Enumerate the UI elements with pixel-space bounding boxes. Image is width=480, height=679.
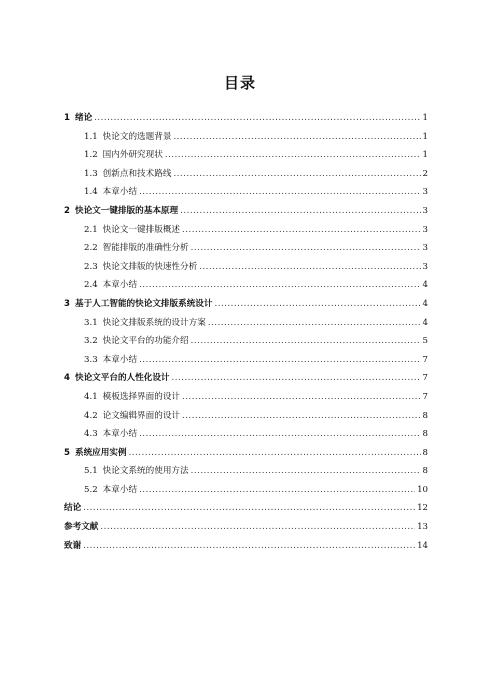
toc-page-number: 7 xyxy=(422,391,428,402)
toc-entry-number: 5 xyxy=(64,447,70,458)
toc-dot-leader xyxy=(182,388,421,407)
toc-section-entry[interactable] xyxy=(64,128,428,147)
toc-section-entry[interactable] xyxy=(64,314,428,333)
toc-page-number: 3 xyxy=(422,224,428,235)
toc-section-entry[interactable] xyxy=(64,165,428,184)
toc-page-number: 5 xyxy=(422,336,428,347)
toc-chapter-entry[interactable] xyxy=(64,109,428,128)
toc-page-number: 1 xyxy=(422,150,428,161)
toc-dot-leader xyxy=(215,295,421,314)
toc-entry-number: 2.3 xyxy=(84,261,98,272)
toc-chapter-entry[interactable] xyxy=(64,537,428,556)
toc-entry-number: 3.1 xyxy=(84,317,98,328)
toc-chapter-entry[interactable] xyxy=(64,499,428,518)
toc-entry-number: 3.2 xyxy=(84,336,98,347)
toc-page-number: 3 xyxy=(422,261,428,272)
toc-section-entry[interactable] xyxy=(64,332,428,351)
toc-section-entry[interactable] xyxy=(64,388,428,407)
toc-page-number: 8 xyxy=(422,410,428,421)
toc-chapter-entry[interactable] xyxy=(64,518,428,537)
toc-entry-label: 国内外研究现状 xyxy=(102,150,163,161)
toc-page-number: 1 xyxy=(422,113,428,123)
toc-entry-label: 快论文平台的功能介绍 xyxy=(102,336,189,347)
toc-dot-leader xyxy=(129,444,421,463)
toc-dot-leader xyxy=(94,109,420,128)
toc-entry-label: 基于人工智能的快论文排版系统设计 xyxy=(74,298,213,309)
toc-page-number: 8 xyxy=(422,447,428,458)
toc-entry-number: 4.1 xyxy=(84,391,98,402)
toc-page-number: 1 xyxy=(422,131,428,142)
toc-section-entry[interactable] xyxy=(64,462,428,481)
toc-dot-leader xyxy=(191,462,421,481)
toc-dot-leader xyxy=(191,332,421,351)
toc-page-number: 4 xyxy=(422,317,428,328)
toc-entry-number: 5.1 xyxy=(84,466,98,477)
toc-chapter-entry[interactable] xyxy=(64,202,428,221)
toc-entry-number: 3.3 xyxy=(84,354,98,365)
toc-dot-leader xyxy=(139,351,420,370)
toc-page-number: 8 xyxy=(422,466,428,477)
toc-dot-leader xyxy=(139,481,415,500)
toc-entry-label: 致谢 xyxy=(64,540,82,551)
toc-page-number: 8 xyxy=(422,429,428,440)
toc-dot-leader xyxy=(83,499,415,518)
toc-dot-leader xyxy=(180,202,420,221)
toc-entry-label: 论文编辑界面的设计 xyxy=(102,410,181,421)
toc-section-entry[interactable] xyxy=(64,276,428,295)
toc-section-entry[interactable] xyxy=(64,221,428,240)
toc-page-number: 3 xyxy=(422,187,428,198)
toc-entry-number: 3 xyxy=(64,298,70,309)
toc-section-entry[interactable] xyxy=(64,183,428,202)
toc-entry-label: 快论文的选题背景 xyxy=(102,131,172,142)
table-of-contents xyxy=(64,109,428,555)
toc-entry-label: 本章小结 xyxy=(102,280,138,291)
toc-dot-leader xyxy=(199,258,420,277)
toc-page-number: 4 xyxy=(422,298,428,309)
toc-entry-label: 快论文系统的使用方法 xyxy=(102,466,189,477)
toc-entry-label: 本章小结 xyxy=(102,429,138,440)
toc-entry-label: 快论文排版系统的设计方案 xyxy=(102,317,206,328)
toc-entry-number: 1.3 xyxy=(84,168,98,179)
toc-section-entry[interactable] xyxy=(64,351,428,370)
toc-entry-number: 1.1 xyxy=(84,131,98,142)
toc-chapter-entry[interactable] xyxy=(64,369,428,388)
toc-entry-label: 智能排版的准确性分析 xyxy=(102,243,189,254)
toc-section-entry[interactable] xyxy=(64,407,428,426)
toc-section-entry[interactable] xyxy=(64,239,428,258)
toc-dot-leader xyxy=(165,146,421,165)
toc-entry-label: 本章小结 xyxy=(102,187,138,198)
toc-entry-label: 绪论 xyxy=(74,113,93,123)
toc-page-number: 2 xyxy=(422,168,428,179)
toc-entry-number: 2.1 xyxy=(84,224,98,235)
toc-entry-label: 本章小结 xyxy=(102,354,138,365)
toc-entry-number: 4 xyxy=(64,373,70,384)
toc-dot-leader xyxy=(182,407,421,426)
toc-chapter-entry[interactable] xyxy=(64,295,428,314)
toc-page-number: 10 xyxy=(417,484,428,495)
toc-section-entry[interactable] xyxy=(64,146,428,165)
toc-entry-number: 2 xyxy=(64,205,70,216)
toc-entry-label: 模板选择界面的设计 xyxy=(102,391,181,402)
toc-entry-label: 本章小结 xyxy=(102,484,138,495)
toc-section-entry[interactable] xyxy=(64,425,428,444)
toc-entry-number: 1.2 xyxy=(84,150,98,161)
toc-entry-label: 参考文献 xyxy=(64,522,99,533)
toc-entry-number: 2.2 xyxy=(84,243,98,254)
page-title: 目录 xyxy=(223,74,256,92)
toc-dot-leader xyxy=(208,314,421,333)
toc-dot-leader xyxy=(139,276,420,295)
toc-page-number: 13 xyxy=(417,522,428,533)
toc-entry-number: 4.2 xyxy=(84,410,98,421)
toc-entry-label: 快论文一键排版概述 xyxy=(102,224,181,235)
toc-entry-label: 快论文一键排版的基本原理 xyxy=(74,205,179,216)
toc-entry-number: 1.4 xyxy=(84,187,98,198)
toc-dot-leader xyxy=(182,221,421,240)
toc-entry-number: 1 xyxy=(64,113,70,123)
toc-section-entry[interactable] xyxy=(64,258,428,277)
toc-page-number: 7 xyxy=(422,373,428,384)
toc-dot-leader xyxy=(139,183,420,202)
toc-entry-label: 创新点和技术路线 xyxy=(102,168,172,179)
toc-entry-number: 4.3 xyxy=(84,429,98,440)
toc-entry-label: 结论 xyxy=(64,503,82,514)
toc-dot-leader xyxy=(139,425,420,444)
toc-chapter-entry[interactable] xyxy=(64,444,428,463)
toc-entry-label: 系统应用实例 xyxy=(74,447,127,458)
toc-page-number: 3 xyxy=(422,205,428,216)
toc-section-entry[interactable] xyxy=(64,481,428,500)
toc-entry-number: 2.4 xyxy=(84,280,98,291)
toc-page-number: 7 xyxy=(422,354,428,365)
toc-dot-leader xyxy=(191,239,421,258)
toc-entry-number: 5.2 xyxy=(84,484,98,495)
toc-dot-leader xyxy=(173,165,420,184)
toc-dot-leader xyxy=(173,128,420,147)
toc-dot-leader xyxy=(172,369,421,388)
toc-page-number: 4 xyxy=(422,280,428,291)
toc-page-number: 12 xyxy=(417,503,428,514)
toc-entry-label: 快论文平台的人性化设计 xyxy=(74,373,170,384)
toc-entry-label: 快论文排版的快速性分析 xyxy=(102,261,198,272)
toc-dot-leader xyxy=(83,537,415,556)
toc-page-number: 3 xyxy=(422,243,428,254)
toc-page-number: 14 xyxy=(417,540,428,551)
toc-dot-leader xyxy=(100,518,415,537)
